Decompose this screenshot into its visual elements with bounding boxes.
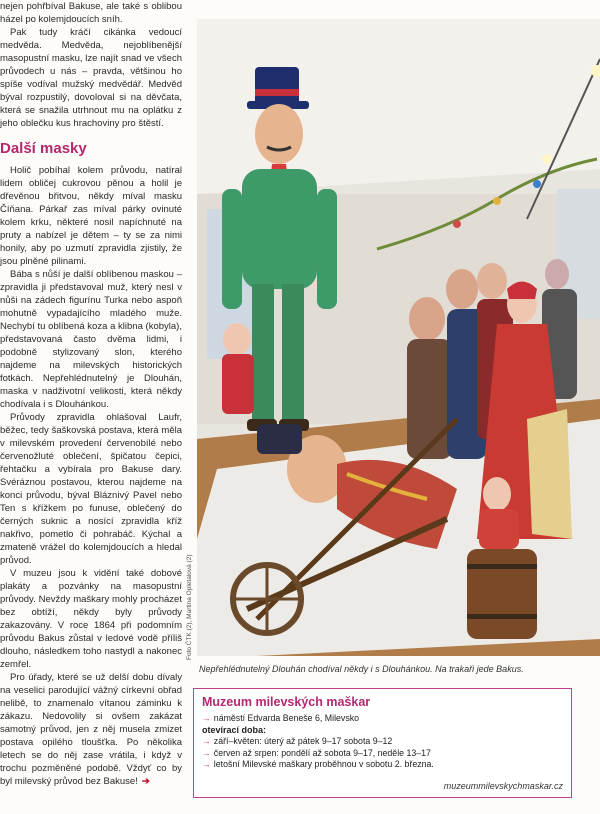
- info-hours-2: [202, 748, 563, 760]
- photo-credit: [186, 520, 196, 660]
- article-paragraph: Pak tudy kráčí cikánka vedoucí medvěda. Medvěda, nejoblíbenější masopustní masku, lze najít snad ve všech průvodech u nás – pravda, většinou ho spíše vodíval mužský medvědář. Medvěd býval rozpustilý, dovoloval si na děvčata, která se snažila utrhnout mu na oplátku z jeho oblečku kus hrachoviny pro štěstí.: [0, 27, 182, 129]
- arrow-icon: →: [202, 747, 211, 758]
- article-paragraph: V muzeu jsou k vidění také dobové plakáty a pozvánky na masopustní průvody. Nevždy maškary mohly procházet bez obtíží, někdy byly průvody zakazovány. V roce 1864 při podomním průvodu Bakus zůstal v ledové vodě příliš dlouho, následkem toho nastydl a nakonec zemřel.: [0, 568, 182, 670]
- info-hours-2-text: červen až srpen: pondělí až sobota 9–17, neděle 13–17: [213, 747, 431, 758]
- continue-arrow-icon: ➔: [141, 776, 150, 787]
- photo-illustration: [197, 19, 600, 656]
- article-paragraph-text: Pro úřady, které se už delší dobu dívaly na veselici parodující vážný církevní obřad nelibě, to znamenalo vítanou záminku k zákazu. Nedovolily si ovšem zakázat samotný průvod, jen z něj musela zmizet postava opilého tloušťka. Po několika letech se do něj zase vrátila, i když v trochu pozměněné podobě. Vždyť co by byl milevský průvod bez Bakuse!: [0, 672, 182, 787]
- photo-credit-text: Foto ČTK (2), Martina Opletalová (2): [186, 554, 193, 660]
- photo-caption: Nepřehlédnutelný Dlouhán chodíval někdy i s Dlouhánkou. Na trakaři jede Bakus.: [199, 664, 524, 674]
- museum-url-link[interactable]: muzeummilevskychmaskar.cz: [443, 781, 563, 791]
- article-paragraph: nejen pohřbíval Bakuse, ale také s oblibou házel po kolemjdoucích sníh.: [0, 1, 182, 25]
- article-column: [0, 0, 188, 788]
- photo-masks: [197, 19, 600, 656]
- info-address: [202, 713, 563, 725]
- article-paragraph: [0, 671, 182, 788]
- info-note-text: letošní Milevské maškary proběhnou v sobotu 2. března.: [213, 759, 434, 769]
- arrow-icon: →: [202, 713, 211, 723]
- article-paragraph: Průvody zpravidla ohlašoval Laufr, běžec, tedy šaškovská postava, která měla v milevském provedení červenobílé nebo červenožluté oblečení, špičatou čepici, řehtačku a vybírala pro Bakuse dary. Svéráznou postavou, kterou najdeme na konci průvodu, býval Bláznivý Pavel nebo Ten s křížkem po funuse, oblečený do černých suknic a nosící zpravidla kříž nakřivo, pometlo či pohrabáč. Kýchal a zmateně vrážel do kolemjdoucích a hledal průvod.: [0, 412, 182, 566]
- info-address-text: náměstí Edvarda Beneše 6, Milevsko: [213, 713, 360, 723]
- info-hours-1-text: září–květen: úterý až pátek 9–17 sobota 9–12: [213, 736, 393, 746]
- arrow-icon: →: [202, 759, 211, 769]
- section-heading: Další masky: [0, 140, 87, 157]
- article-paragraph: Bába s nůší je další oblíbenou maskou – zpravidla ji představoval muž, který nesl v nůši na zádech figurínu Turka nebo aspoň mohutně vypadajícího mladého muže. Nechybí tu oblíbená koza a klibna (kobyla), představovaná často dvěma lidmi, i podobně stylizovaný slon, kterého najdeme na milevských historických fotkách. Nepřehlédnutelný je Dlouhán, maska v nadživotní velikosti, která někdy chodívala i s Dlouhánkou.: [0, 269, 182, 410]
- article-paragraph: Holič pobíhal kolem průvodu, natíral lidem obličej cukrovou pěnou a holil je dřevěnou břitvou, někdy míval masku Číňana. Párkař zas míval párky ovinuté kolem krku, některé nosil napíchnuté na pruty a nabízel je dětem – ty se za nimi honily, aby po uzmutí zpravidla zjistily, že jsou plněné pilinami.: [0, 165, 182, 267]
- info-hours-1: [202, 736, 563, 748]
- museum-info-box: [193, 688, 572, 798]
- info-hours-label: otevírací doba:: [202, 724, 267, 735]
- arrow-icon: →: [202, 736, 211, 746]
- info-note: [202, 759, 563, 771]
- info-title: Muzeum milevských maškar: [202, 695, 371, 709]
